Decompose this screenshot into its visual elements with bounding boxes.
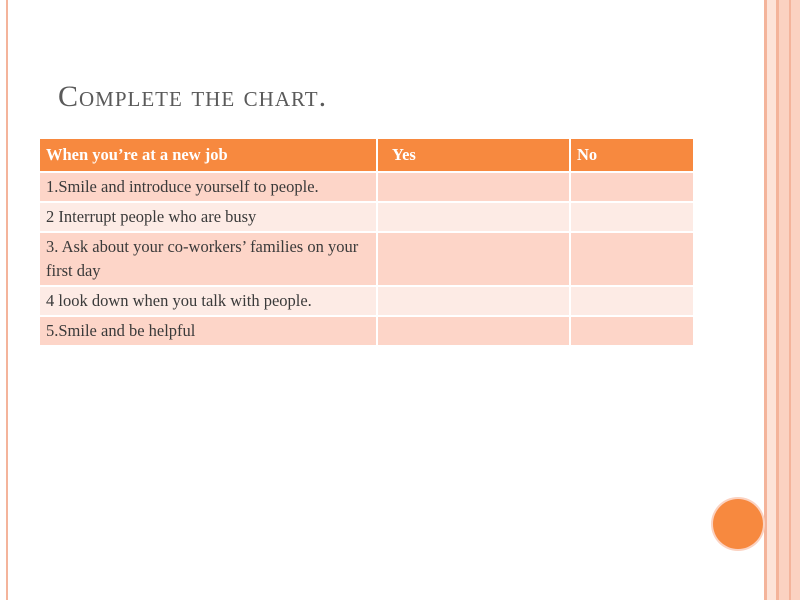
table-row xyxy=(40,316,693,345)
no-cell[interactable] xyxy=(570,316,693,345)
no-cell[interactable] xyxy=(570,232,693,286)
table-row xyxy=(40,202,693,232)
statement-cell: 5.Smile and be helpful xyxy=(40,316,377,345)
header-no: No xyxy=(570,139,693,172)
yes-cell[interactable] xyxy=(377,172,570,202)
table-row xyxy=(40,172,693,202)
table-header-row xyxy=(40,139,693,172)
left-border-line xyxy=(6,0,8,600)
slide-title: Complete the chart. xyxy=(58,80,328,113)
header-yes: Yes xyxy=(377,139,570,172)
yes-cell[interactable] xyxy=(377,232,570,286)
no-cell[interactable] xyxy=(570,202,693,232)
statement-cell: 4 look down when you talk with people. xyxy=(40,286,377,316)
yes-cell[interactable] xyxy=(377,316,570,345)
chart-table xyxy=(40,139,693,345)
yes-cell[interactable] xyxy=(377,202,570,232)
table-row xyxy=(40,232,693,286)
decorative-circle xyxy=(713,499,763,549)
yes-cell[interactable] xyxy=(377,286,570,316)
statement-cell: 3. Ask about your co-workers’ families on your first day xyxy=(40,232,377,286)
no-cell[interactable] xyxy=(570,172,693,202)
right-decor-stripe xyxy=(789,0,791,600)
statement-cell: 1.Smile and introduce yourself to people. xyxy=(40,172,377,202)
no-cell[interactable] xyxy=(570,286,693,316)
header-situation: When you’re at a new job xyxy=(40,139,377,172)
right-decor-stripe xyxy=(767,0,776,600)
statement-cell: 2 Interrupt people who are busy xyxy=(40,202,377,232)
table-row xyxy=(40,286,693,316)
